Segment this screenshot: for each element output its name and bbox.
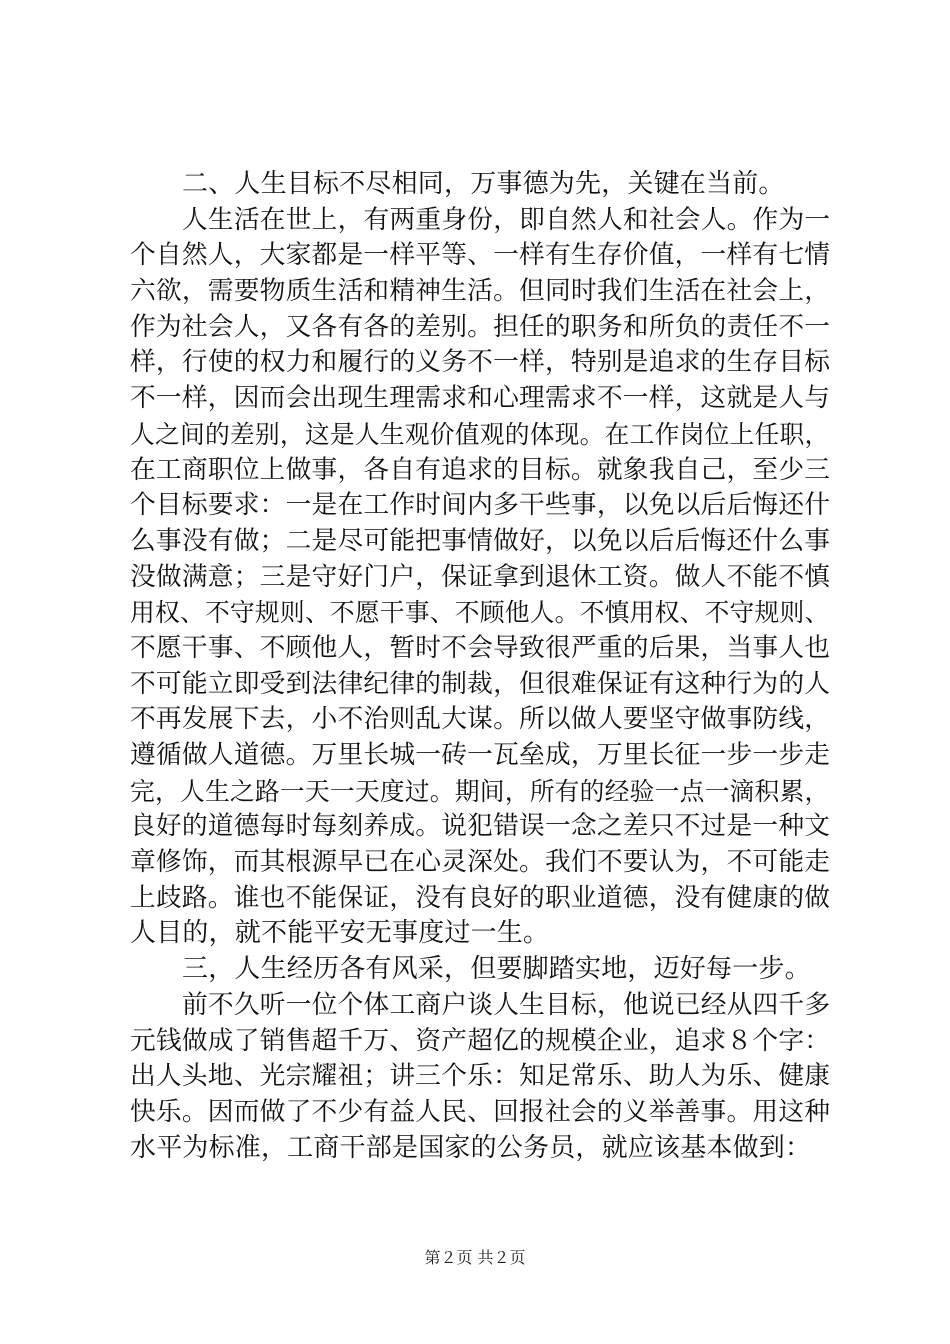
text-line: 样，行使的权力和履行的义务不一样，特别是追求的生存目标 xyxy=(130,347,831,378)
page-number-label: 第２页 共２页 xyxy=(424,1248,526,1267)
text-line: 三，人生经历各有风采，但要脚踏实地，迈好每一步。 xyxy=(182,954,811,985)
text-line: 六欲，需要物质生活和精神生活。但同时我们生活在社会上， xyxy=(130,276,831,307)
text-line: 遵循做人道德。万里长城一砖一瓦垒成，万里长征一步一步走 xyxy=(130,740,831,770)
text-line: 前不久听一位个体工商户谈人生目标，他说已经从四千多 xyxy=(182,989,831,1020)
text-line: 快乐。因而做了不少有益人民、回报社会的义举善事。用这种 xyxy=(130,1096,831,1127)
text-line: 不再发展下去，小不治则乱大谋。所以做人要坚守做事防线， xyxy=(130,704,831,735)
text-line: 人之间的差别，这是人生观价值观的体现。在工作岗位上任职， xyxy=(130,419,830,449)
text-line: 完，人生之路一天一天度过。期间，所有的经验一点一滴积累， xyxy=(130,776,830,806)
text-line: 二、人生目标不尽相同，万事德为先，关键在当前。 xyxy=(182,169,785,199)
text-line: 章修饰，而其根源早已在心灵深处。我们不要认为，不可能走 xyxy=(130,847,831,878)
text-line: 上歧路。谁也不能保证，没有良好的职业道德，没有健康的做 xyxy=(130,882,831,913)
text-line: 个自然人，大家都是一样平等、一样有生存价值，一样有七情 xyxy=(130,240,831,271)
text-line: 不一样，因而会出现生理需求和心理需求不一样，这就是人与 xyxy=(130,383,831,414)
text-line: 良好的道德每时每刻养成。说犯错误一念之差只不过是一种文 xyxy=(130,811,831,842)
text-line: 不愿干事、不顾他人，暂时不会导致很严重的后果，当事人也 xyxy=(130,632,831,663)
page-footer xyxy=(0,1245,950,1268)
text-line: 个目标要求：一是在工作时间内多干些事，以免以后后悔还什 xyxy=(130,490,831,521)
text-line: 用权、不守规则、不愿干事、不顾他人。不慎用权、不守规则、 xyxy=(130,598,830,628)
document-body xyxy=(130,167,830,1166)
text-line: 么事没有做；二是尽可能把事情做好，以免以后后悔还什么事 xyxy=(130,525,831,556)
text-line: 出人头地、光宗耀祖；讲三个乐：知足常乐、助人为乐、健康 xyxy=(130,1061,831,1092)
text-line: 人生活在世上，有两重身份，即自然人和社会人。作为一 xyxy=(182,204,831,235)
text-line: 没做满意；三是守好门户，保证拿到退休工资。做人不能不慎 xyxy=(130,561,831,592)
text-line: 元钱做成了销售超千万、资产超亿的规模企业，追求８个字： xyxy=(130,1025,831,1056)
text-line: 作为社会人，又各有各的差别。担任的职务和所负的责任不一 xyxy=(130,311,831,342)
text-line: 人目的，就不能平安无事度过一生。 xyxy=(130,918,550,949)
text-line: 水平为标准，工商干部是国家的公务员，就应该基本做到： xyxy=(130,1132,812,1163)
text-line: 在工商职位上做事，各自有追求的目标。就象我自己，至少三 xyxy=(130,454,831,485)
text-line: 不可能立即受到法律纪律的制裁，但很难保证有这种行为的人 xyxy=(130,668,831,699)
